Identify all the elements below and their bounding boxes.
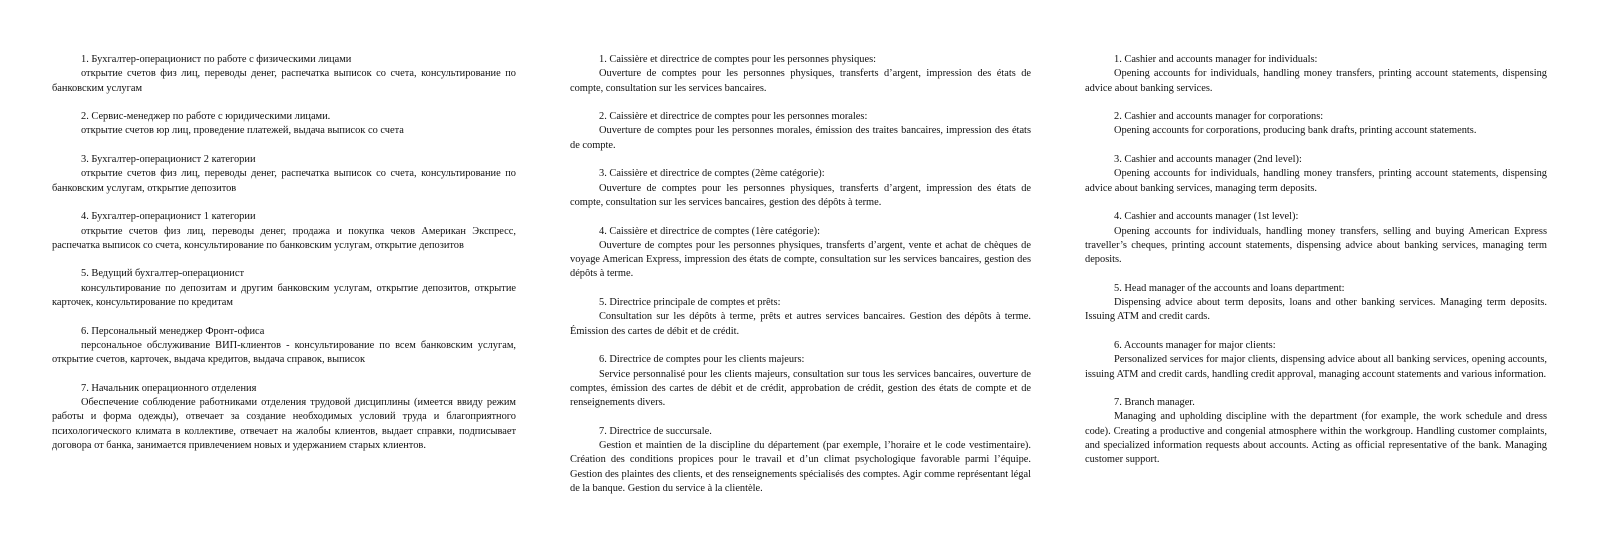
- job-title: 2. Сервис-менеджер по работе с юридическими лицами.: [81, 111, 331, 123]
- job-title: 7. Directrice de succursale.: [599, 425, 712, 437]
- job-description: открытие счетов юр лиц, проведение платежей, выдача выписок со счета: [81, 125, 404, 137]
- job-entry: [570, 353, 1031, 410]
- job-description: открытие счетов физ лиц, переводы денег, продажа и покупка чеков Американ Экспресс, распечатка выписок со счета, консультирование по банковским услугам, открытие депозитов: [52, 225, 516, 251]
- job-description: персональное обслуживание ВИП-клиентов - консультирование по всем банковским услугам, открытие счетов, карточек, выдача кредитов, выдача справок, выписок: [52, 339, 516, 366]
- job-description: Managing and upholding discipline with the department (for example, the work schedule and dress code). Creating a productive and congenial atmosphere within the workgroup. Handling customer complaints, and specialized information requests about accounts. Acting as official representative of the bank. Managing customer support.: [1085, 411, 1547, 466]
- job-entry: [1085, 210, 1547, 267]
- job-entry: [52, 53, 516, 96]
- job-description: Ouverture de comptes pour les personnes physiques, transferts d’argent, vente et achat de chèques de voyage American Express, impression des états de compte, consultation sur les services bancaires, gestion des dépôts à terme.: [570, 239, 1031, 280]
- job-title: 6. Directrice de comptes pour les clients majeurs:: [599, 354, 805, 366]
- job-title: 6. Персональный менеджер Фронт-офиса: [81, 325, 265, 337]
- job-title: 6. Accounts manager for major clients:: [1114, 339, 1276, 351]
- job-description: открытие счетов физ лиц, переводы денег, распечатка выписок со счета, консультирование по банковским услугам, открытие депозитов: [52, 168, 516, 194]
- job-entry: [570, 296, 1031, 339]
- job-entry: [52, 267, 516, 310]
- job-entry: [570, 425, 1031, 496]
- job-description: открытие счетов физ лиц, переводы денег, распечатка выписок со счета, консультирование по банковским услугам: [52, 68, 516, 94]
- job-title: 5. Ведущий бухгалтер-операционист: [81, 268, 245, 280]
- job-entry: [1085, 339, 1547, 382]
- job-entry: [570, 225, 1031, 282]
- french-column: [570, 53, 1031, 511]
- job-title: 3. Бухгалтер-операционист 2 категории: [81, 154, 256, 166]
- job-title: 2. Caissière et directrice de comptes pour les personnes morales:: [599, 111, 868, 123]
- job-description: Opening accounts for individuals, handling money transfers, printing account statements, dispensing advice about banking services, managing term deposits.: [1085, 168, 1547, 194]
- job-title: 5. Head manager of the accounts and loans department:: [1114, 282, 1345, 294]
- job-description: Ouverture de comptes pour les personnes physiques, transferts d’argent, impression des états de compte, consultation sur les services bancaires.: [570, 68, 1031, 94]
- job-entry: [1085, 110, 1547, 139]
- job-title: 5. Directrice principale de comptes et prêts:: [599, 297, 781, 309]
- job-entry: [1085, 282, 1547, 325]
- job-title: 1. Caissière et directrice de comptes pour les personnes physiques:: [599, 54, 877, 65]
- job-entry: [52, 110, 516, 139]
- job-entry: [1085, 53, 1547, 96]
- job-entry: [1085, 396, 1547, 467]
- job-entry: [52, 325, 516, 368]
- job-title: 3. Caissière et directrice de comptes (2ème catégorie):: [599, 168, 825, 180]
- job-entry: [52, 382, 516, 453]
- job-description: консультирование по депозитам и другим банковским услугам, открытие депозитов, открытие карточек, консультирование по кредитам: [52, 282, 516, 309]
- job-entry: [570, 167, 1031, 210]
- job-entry: [570, 53, 1031, 96]
- job-title: 3. Cashier and accounts manager (2nd level):: [1114, 154, 1302, 166]
- job-description: Dispensing advice about term deposits, loans and other banking services. Managing term deposits. Issuing ATM and credit cards.: [1085, 297, 1547, 323]
- job-entry: [52, 153, 516, 196]
- job-title: 4. Caissière et directrice de comptes (1ère catégorie):: [599, 225, 820, 237]
- job-description: Opening accounts for individuals, handling money transfers, selling and buying American Express traveller’s cheques, printing account statements, dispensing advice about banking services, managing term deposits.: [1085, 225, 1547, 266]
- job-description: Обеспечение соблюдение работниками отделения трудовой дисциплины (имеется ввиду режим работы и форма одежды), отвечает за создание необходимых условий труда и благоприятного психологического климата в коллективе, отвечает на жалобы клиентов, выдает справки, подписывает договора от банка, занимается привлечением новых и удержанием старых клиентов.: [52, 397, 516, 452]
- job-description: Consultation sur les dépôts à terme, prêts et autres services bancaires. Gestion des dépôts à terme. Émission des cartes de débit et de crédit.: [570, 311, 1031, 337]
- job-description: Opening accounts for corporations, producing bank drafts, printing account statements.: [1114, 125, 1477, 137]
- job-entry: [1085, 153, 1547, 196]
- job-description: Ouverture de comptes pour les personnes morales, émission des traites bancaires, impression des états de compte.: [570, 125, 1031, 151]
- english-column: [1085, 53, 1547, 482]
- job-description: Gestion et maintien de la discipline du département (par exemple, l’horaire et le code vestimentaire). Création des conditions propices pour le travail et d’un climat psychologique favorable parmi l’équipe. Gestion des plaintes des clients, et des renseignements spécialisés des comptes. Agir comme représentant légal de la banque. Gestion du service à la clientèle.: [570, 440, 1031, 494]
- job-title: 7. Начальник операционного отделения: [81, 382, 257, 394]
- russian-column: [52, 53, 516, 468]
- job-description: Personalized services for major clients, dispensing advice about all banking services, opening accounts, issuing ATM and credit cards, handling credit approval, managing account statements and various information.: [1085, 354, 1547, 380]
- job-description: Ouverture de comptes pour les personnes physiques, transferts d’argent, impression des états de compte, consultation sur les services bancaires, gestion des dépôts à terme.: [570, 182, 1031, 208]
- job-title: 2. Cashier and accounts manager for corporations:: [1114, 111, 1324, 123]
- job-title: 1. Бухгалтер-операционист по работе с физическими лицами: [81, 54, 352, 65]
- job-title: 7. Branch manager.: [1114, 397, 1195, 409]
- job-entry: [52, 210, 516, 253]
- job-description: Service personnalisé pour les clients majeurs, consultation sur tous les services bancaires, ouverture de comptes, émission des cartes de débit et de crédit, approbation de crédit, gestion des états de compte et de renseignements divers.: [570, 368, 1031, 409]
- job-title: 4. Бухгалтер-операционист 1 категории: [81, 211, 256, 223]
- job-entry: [570, 110, 1031, 153]
- job-title: 4. Cashier and accounts manager (1st level):: [1114, 211, 1299, 223]
- job-title: 1. Cashier and accounts manager for individuals:: [1114, 54, 1318, 65]
- job-description: Opening accounts for individuals, handling money transfers, printing account statements, dispensing advice about banking services.: [1085, 68, 1547, 94]
